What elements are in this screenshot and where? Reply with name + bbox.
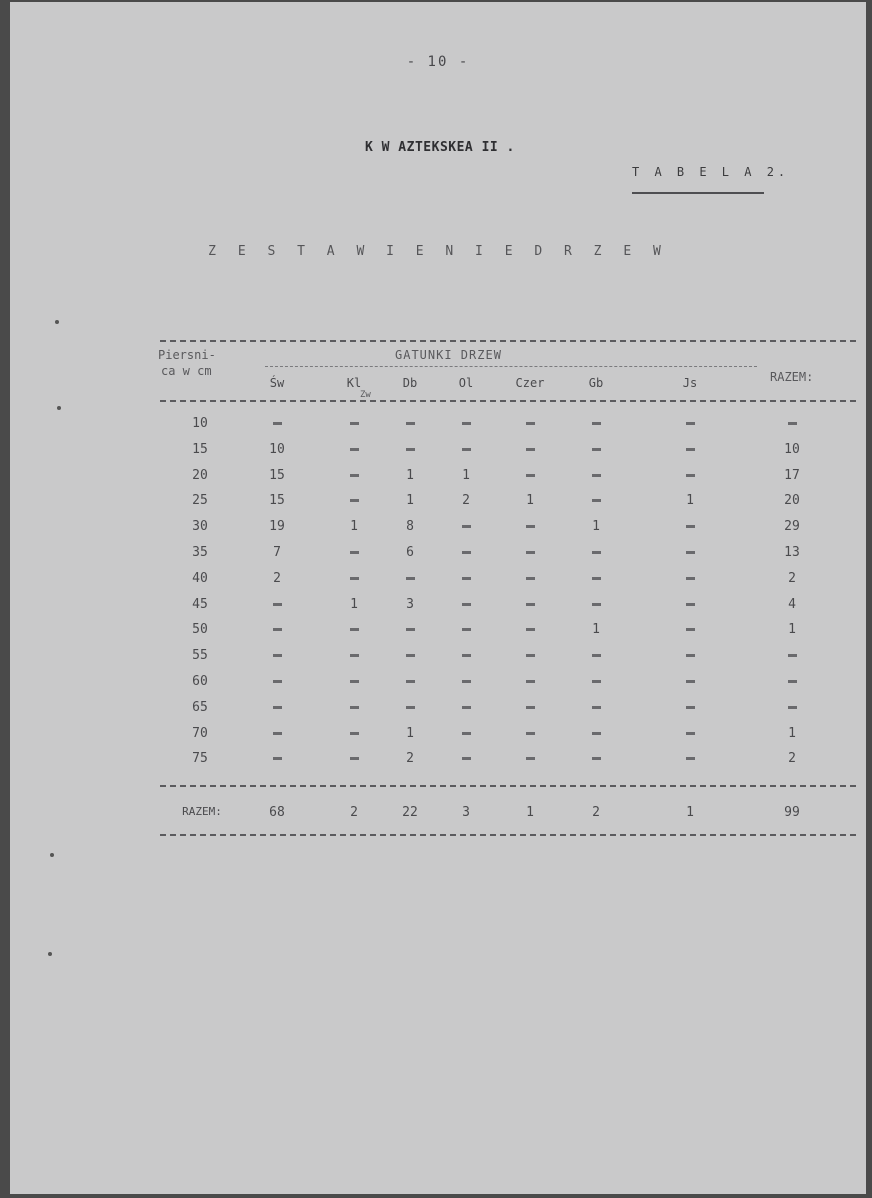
dash-mark — [686, 525, 695, 528]
dash-mark — [406, 577, 415, 580]
dash-mark — [788, 654, 797, 657]
diameter-cell: 40 — [192, 570, 208, 586]
row-total-cell: 1 — [788, 725, 796, 741]
species-count-cell — [257, 597, 297, 612]
species-count-cell — [446, 622, 486, 637]
species-count-cell — [576, 468, 616, 483]
species-count-cell — [510, 751, 550, 766]
species-count-cell — [257, 648, 297, 663]
column-subscript: Zw — [360, 390, 371, 400]
dash-mark — [273, 706, 282, 709]
diameter-cell: 15 — [192, 441, 208, 457]
dash-mark — [406, 422, 415, 425]
dash-mark — [462, 551, 471, 554]
row-total-cell: 4 — [788, 596, 796, 612]
species-count-cell — [576, 571, 616, 586]
species-count-cell — [334, 468, 374, 483]
species-count-cell — [446, 571, 486, 586]
dash-mark — [526, 448, 535, 451]
species-count-cell — [576, 700, 616, 715]
species-header-rule — [265, 366, 757, 367]
species-count-cell — [446, 545, 486, 560]
species-count-cell: 2 — [273, 570, 281, 586]
species-count-cell — [257, 700, 297, 715]
column-total-cell: 2 — [350, 805, 358, 820]
dash-mark — [462, 732, 471, 735]
dash-mark — [350, 474, 359, 477]
diameter-cell: 45 — [192, 596, 208, 612]
dash-mark — [686, 628, 695, 631]
dash-mark — [592, 474, 601, 477]
dash-mark — [350, 448, 359, 451]
document-page — [10, 2, 866, 1194]
column-header: Czer — [515, 376, 545, 390]
total-header: RAZEM: — [770, 370, 814, 384]
diameter-cell: 55 — [192, 648, 208, 664]
dash-mark — [406, 628, 415, 631]
margin-dot — [48, 952, 52, 956]
dash-mark — [273, 628, 282, 631]
species-count-cell — [446, 597, 486, 612]
table-id: T A B E L A 2. — [632, 165, 790, 179]
diameter-cell: 60 — [192, 674, 208, 689]
species-count-cell — [446, 442, 486, 457]
species-count-cell: 3 — [406, 596, 414, 612]
species-count-cell — [510, 674, 550, 689]
dash-mark — [350, 680, 359, 683]
species-count-cell: 2 — [462, 493, 470, 509]
column-header: Gb — [588, 376, 604, 390]
species-count-cell — [334, 751, 374, 766]
dash-mark — [273, 732, 282, 735]
dash-mark — [592, 654, 601, 657]
diameter-cell: 30 — [192, 519, 208, 535]
species-count-cell — [510, 468, 550, 483]
species-count-cell — [670, 674, 710, 689]
species-count-cell — [510, 648, 550, 663]
species-count-cell — [257, 674, 297, 689]
dash-mark — [462, 706, 471, 709]
dash-mark — [686, 603, 695, 606]
row-total-cell — [772, 416, 812, 431]
row-total-cell — [772, 674, 812, 689]
dash-mark — [273, 422, 282, 425]
page-number: - 10 - — [406, 54, 470, 70]
body-bottom-rule — [160, 785, 856, 787]
species-count-cell — [390, 416, 430, 431]
dash-mark — [462, 525, 471, 528]
species-count-cell — [334, 622, 374, 637]
row-total-cell: 2 — [788, 751, 796, 767]
species-count-cell — [670, 571, 710, 586]
column-total-cell: 68 — [269, 805, 285, 820]
row-total-cell — [772, 700, 812, 715]
species-count-cell: 1 — [350, 519, 358, 535]
species-count-cell — [257, 416, 297, 431]
species-count-cell — [510, 726, 550, 741]
column-total-cell: 1 — [526, 805, 534, 820]
diameter-cell: 70 — [192, 725, 208, 741]
column-total-cell: 22 — [402, 805, 418, 820]
species-count-cell — [510, 416, 550, 431]
row-total-cell: 20 — [784, 493, 800, 509]
dash-mark — [592, 577, 601, 580]
species-count-cell: 1 — [592, 622, 600, 638]
dash-mark — [686, 448, 695, 451]
species-count-cell — [510, 545, 550, 560]
dash-mark — [686, 474, 695, 477]
species-count-cell — [446, 519, 486, 534]
dash-mark — [592, 603, 601, 606]
species-count-cell — [576, 442, 616, 457]
dash-mark — [350, 706, 359, 709]
dash-mark — [462, 757, 471, 760]
species-count-cell — [670, 622, 710, 637]
species-count-cell: 1 — [406, 467, 414, 483]
dash-mark — [350, 732, 359, 735]
dash-mark — [406, 654, 415, 657]
diameter-cell: 75 — [192, 751, 208, 767]
margin-dot — [50, 853, 54, 857]
table-id-underline — [632, 192, 764, 194]
column-total-cell: 2 — [592, 805, 600, 820]
species-count-cell — [670, 726, 710, 741]
dash-mark — [273, 654, 282, 657]
species-count-cell — [390, 674, 430, 689]
dash-mark — [526, 706, 535, 709]
dash-mark — [686, 654, 695, 657]
species-count-cell — [510, 622, 550, 637]
species-count-cell: 6 — [406, 545, 414, 560]
species-group-header: GATUNKI DRZEW — [395, 348, 502, 362]
dash-mark — [526, 757, 535, 760]
species-count-cell — [670, 519, 710, 534]
dash-mark — [686, 577, 695, 580]
species-count-cell — [390, 442, 430, 457]
species-count-cell — [446, 700, 486, 715]
species-count-cell — [510, 519, 550, 534]
species-count-cell — [257, 622, 297, 637]
dash-mark — [788, 680, 797, 683]
row-total-cell: 2 — [788, 570, 796, 586]
species-count-cell — [510, 597, 550, 612]
species-count-cell — [576, 493, 616, 508]
margin-dot — [57, 406, 61, 410]
dash-mark — [592, 448, 601, 451]
dash-mark — [406, 680, 415, 683]
dash-mark — [462, 628, 471, 631]
dash-mark — [526, 732, 535, 735]
species-count-cell — [257, 751, 297, 766]
species-count-cell — [446, 674, 486, 689]
row-total-cell — [772, 648, 812, 663]
dash-mark — [526, 525, 535, 528]
species-count-cell — [334, 545, 374, 560]
species-count-cell — [446, 416, 486, 431]
species-count-cell — [670, 700, 710, 715]
grand-total-cell: 99 — [784, 805, 800, 820]
dash-mark — [462, 680, 471, 683]
species-count-cell — [670, 468, 710, 483]
species-count-cell: 1 — [526, 493, 534, 509]
species-count-cell: 1 — [406, 725, 414, 741]
dash-mark — [462, 448, 471, 451]
species-count-cell — [334, 571, 374, 586]
dash-mark — [462, 654, 471, 657]
dash-mark — [592, 499, 601, 502]
dash-mark — [592, 757, 601, 760]
header-bottom-rule — [160, 400, 856, 402]
dash-mark — [592, 706, 601, 709]
dash-mark — [592, 551, 601, 554]
diameter-cell: 50 — [192, 622, 208, 638]
table-bottom-rule — [160, 834, 856, 836]
dash-mark — [788, 706, 797, 709]
dash-mark — [526, 551, 535, 554]
column-header: Js — [682, 376, 698, 390]
species-count-cell: 19 — [269, 519, 285, 535]
dash-mark — [686, 551, 695, 554]
dash-mark — [462, 577, 471, 580]
species-count-cell: 1 — [462, 467, 470, 483]
species-count-cell — [670, 545, 710, 560]
dash-mark — [526, 628, 535, 631]
dash-mark — [350, 499, 359, 502]
dash-mark — [526, 680, 535, 683]
totals-label: RAZEM: — [182, 805, 222, 818]
species-count-cell: 7 — [273, 545, 281, 560]
species-count-cell: 2 — [406, 751, 414, 767]
dash-mark — [350, 757, 359, 760]
species-count-cell: 1 — [686, 493, 694, 509]
row-total-cell: 1 — [788, 622, 796, 638]
species-count-cell: 10 — [269, 441, 285, 457]
species-count-cell: 1 — [406, 493, 414, 509]
dash-mark — [686, 680, 695, 683]
species-count-cell — [334, 700, 374, 715]
species-count-cell — [510, 571, 550, 586]
dash-mark — [350, 551, 359, 554]
column-header: Kl — [346, 376, 362, 390]
dash-mark — [406, 706, 415, 709]
dash-mark — [592, 680, 601, 683]
dash-mark — [788, 422, 797, 425]
species-count-cell — [670, 751, 710, 766]
dash-mark — [686, 706, 695, 709]
diameter-cell: 65 — [192, 699, 208, 715]
document-title: Z E S T A W I E N I E D R Z E W — [208, 244, 668, 259]
dash-mark — [526, 654, 535, 657]
diameter-header-line1: Piersni- — [158, 348, 216, 362]
dash-mark — [686, 422, 695, 425]
row-total-cell: 10 — [784, 441, 800, 457]
margin-dot — [55, 320, 59, 324]
species-count-cell — [510, 442, 550, 457]
species-count-cell — [576, 545, 616, 560]
dash-mark — [686, 732, 695, 735]
column-total-cell: 1 — [686, 805, 694, 820]
dash-mark — [350, 628, 359, 631]
species-count-cell — [334, 442, 374, 457]
species-count-cell: 15 — [269, 467, 285, 483]
species-count-cell — [510, 700, 550, 715]
species-count-cell: 1 — [350, 596, 358, 612]
dash-mark — [350, 654, 359, 657]
species-count-cell — [576, 597, 616, 612]
species-count-cell — [334, 493, 374, 508]
species-count-cell — [670, 416, 710, 431]
species-count-cell — [334, 674, 374, 689]
dash-mark — [273, 603, 282, 606]
species-count-cell — [670, 442, 710, 457]
species-count-cell — [576, 416, 616, 431]
species-count-cell: 15 — [269, 493, 285, 509]
species-count-cell — [334, 416, 374, 431]
dash-mark — [406, 448, 415, 451]
dash-mark — [526, 603, 535, 606]
diameter-cell: 25 — [192, 493, 208, 509]
column-header: Db — [402, 376, 418, 390]
species-count-cell — [446, 751, 486, 766]
dash-mark — [592, 732, 601, 735]
species-count-cell — [257, 726, 297, 741]
species-count-cell — [670, 597, 710, 612]
dash-mark — [273, 680, 282, 683]
diameter-cell: 10 — [192, 416, 208, 431]
species-count-cell — [576, 648, 616, 663]
row-total-cell: 13 — [784, 545, 800, 560]
column-header: Ol — [458, 376, 474, 390]
species-count-cell — [334, 648, 374, 663]
dash-mark — [462, 603, 471, 606]
species-count-cell — [576, 726, 616, 741]
dash-mark — [462, 422, 471, 425]
species-count-cell — [576, 674, 616, 689]
species-count-cell — [334, 726, 374, 741]
row-total-cell: 29 — [784, 519, 800, 535]
dash-mark — [526, 422, 535, 425]
species-count-cell: 8 — [406, 519, 414, 535]
table-top-rule — [160, 340, 856, 342]
species-count-cell — [390, 700, 430, 715]
district-heading: K W AZTEKSKEA II . — [365, 140, 515, 155]
dash-mark — [526, 577, 535, 580]
species-count-cell — [390, 648, 430, 663]
species-count-cell — [670, 648, 710, 663]
dash-mark — [526, 474, 535, 477]
row-total-cell: 17 — [784, 467, 800, 483]
dash-mark — [273, 757, 282, 760]
species-count-cell — [446, 648, 486, 663]
dash-mark — [350, 422, 359, 425]
species-count-cell — [390, 622, 430, 637]
diameter-cell: 20 — [192, 467, 208, 483]
species-count-cell: 1 — [592, 519, 600, 535]
column-total-cell: 3 — [462, 805, 470, 820]
dash-mark — [686, 757, 695, 760]
dash-mark — [350, 577, 359, 580]
column-header: Św — [269, 376, 285, 390]
diameter-cell: 35 — [192, 545, 208, 560]
species-count-cell — [576, 751, 616, 766]
diameter-header-line2: ca w cm — [161, 364, 212, 378]
dash-mark — [592, 422, 601, 425]
species-count-cell — [390, 571, 430, 586]
species-count-cell — [446, 726, 486, 741]
